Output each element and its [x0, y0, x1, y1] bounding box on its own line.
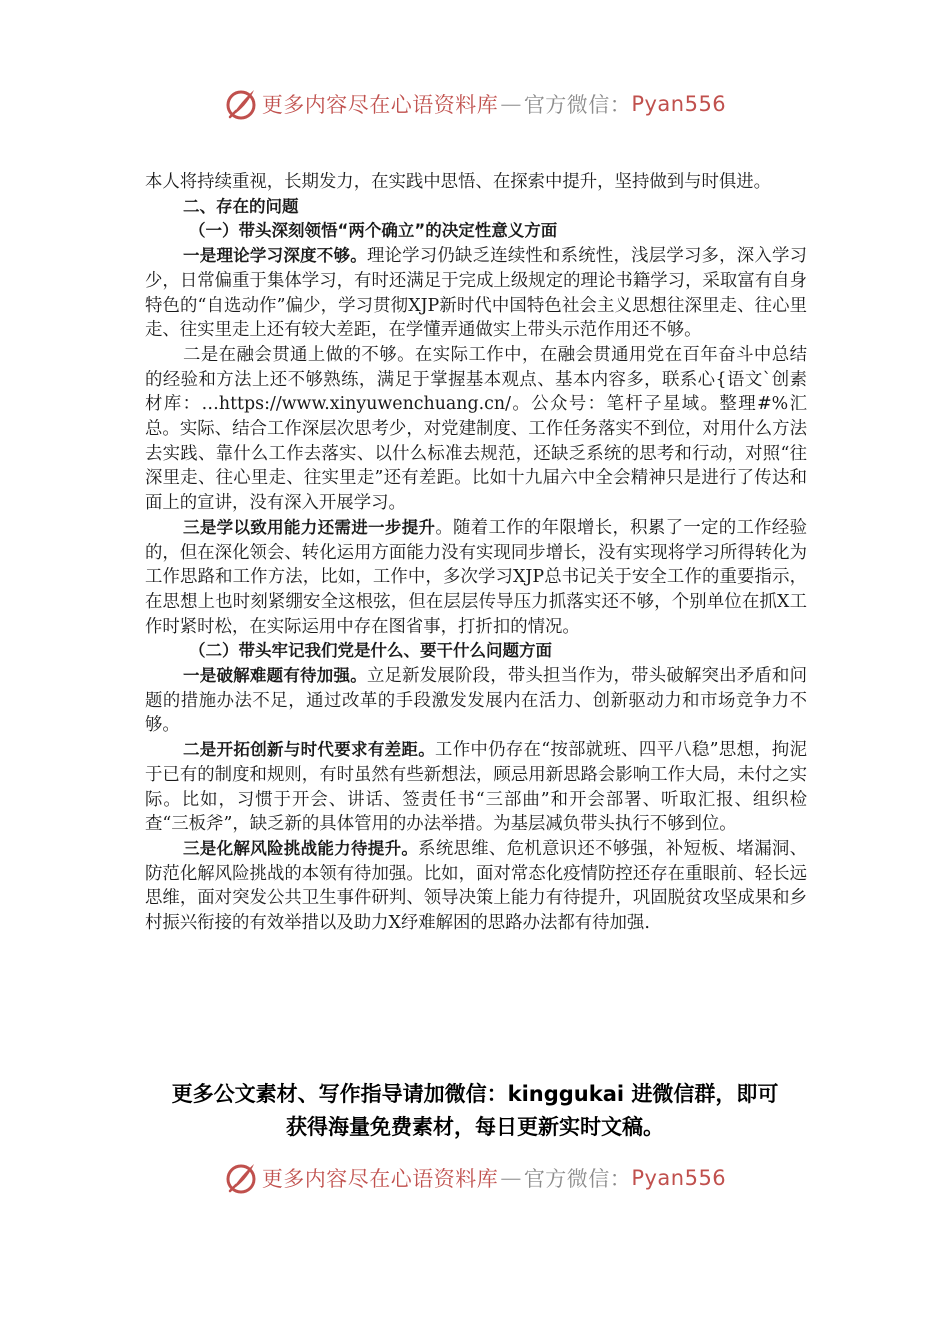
paragraph-text: 系统思维、危机意识还不够强，补短板、堵漏洞、防范化解风险挑战的本领有待加强。比如，面对常态化疫情防控还存在重眼前、轻长远思维，面对突发公共卫生事件研判、领导决策上能力有待提升，巩固脱贫攻坚成果和乡村振兴衔接的有效举措以及助力X纾难解困的思路办法都有待加强.: [145, 838, 807, 934]
paragraph-text: 立足新发展阶段，带头担当作为，带头破解突出矛盾和问题的措施办法不足，通过改革的手段激发发展内在活力、创新驱动力和市场竞争力不够。: [145, 666, 807, 736]
banner-brand: 更多内容尽在心语资料库: [261, 93, 499, 117]
paragraph-lead: 一是破解难题有待加强。: [183, 666, 367, 686]
banner-official: 官方微信：: [523, 1167, 632, 1191]
document-body: [145, 170, 807, 936]
promo-line-1: 更多公文素材、写作指导请加微信：kinggukai 进微信群，即可: [171, 1082, 779, 1106]
intro-paragraph: 本人将持续重视，长期发力，在实践中思悟、在探索中提升，坚持做到与时俱进。: [145, 172, 772, 192]
quill-logo-icon: [224, 87, 258, 121]
paragraph: [145, 664, 807, 738]
header-banner: [0, 84, 950, 124]
banner-brand: 更多内容尽在心语资料库: [261, 1167, 499, 1191]
section-title: 二、存在的问题: [183, 196, 299, 216]
subsection-1-title: （一）带头深刻领悟“两个确立”的决定性意义方面: [189, 221, 558, 241]
paragraph: 二是在融会贯通上做的不够。在实际工作中，在融会贯通用党在百年奋斗中总结的经验和方法上还不够熟练，满足于掌握基本观点、基本内容多，联系心{语文`创素材库：…https://www.xinyuwenchuang.cn/。公众号：笔杆子星域。整理#%汇总。实际、结合工作深层次思考少，对党建制度、工作任务落实不到位，对用什么方法去实践、靠什么工作去落实、以什么标准去规范，还缺乏系统的思考和行动，对照“往深里走、往心里走、往实里走”还有差距。比如十九届六中全会精神只是进行了传达和面上的宣讲，没有深入开展学习。: [145, 344, 807, 514]
banner-dash: —: [500, 1166, 522, 1190]
paragraph: [145, 738, 807, 837]
paragraph-lead: 三是化解风险挑战能力待提升。: [183, 838, 419, 858]
paragraph: [145, 516, 807, 640]
promo-block: [120, 1078, 830, 1144]
paragraph-lead: 一是理论学习深度不够。: [183, 246, 367, 266]
banner-wechat-id: Pyan556: [631, 1166, 727, 1190]
quill-logo-icon: [224, 1161, 258, 1195]
paragraph-text: 。随着工作的年限增长，积累了一定的工作经验的，但在深化领会、转化运用方面能力没有实现同步增长，没有实现将学习所得转化为工作思路和工作方法，比如，工作中，多次学习XJP总书记关于安全工作的重要指示，在思想上也时刻紧绷安全这根弦，但在层层传导压力抓落实还不够，个别单位在抓X工作时紧时松，在实际运用中存在图省事，打折扣的情况。: [145, 517, 807, 637]
banner-dash: —: [500, 92, 522, 116]
promo-line-2: 获得海量免费素材，每日更新实时文稿。: [286, 1115, 664, 1139]
paragraph-text: 理论学习仍缺乏连续性和系统性，浅层学习多，深入学习少，日常偏重于集体学习，有时还满足于完成上级规定的理论书籍学习，采取富有自身特色的“自选动作”偏少，学习贯彻XJP新时代中国特色社会主义思想往深里走、往心里走、往实里走上还有较大差距，在学懂弄通做实上带头示范作用还不够。: [145, 246, 807, 341]
banner-wechat-id: Pyan556: [631, 92, 727, 116]
paragraph-text: 工作中仍存在“按部就班、四平八稳”思想，拘泥于已有的制度和规则，有时虽然有些新想法，顾忌用新思路会影响工作大局，未付之实际。比如，习惯于开会、讲话、签责任书“三部曲”和开会部署、听取汇报、组织检查“三板斧”，缺乏新的具体管用的办法举措。为基层减负带头执行不够到位。: [145, 740, 807, 835]
footer-banner: [0, 1158, 950, 1198]
paragraph-lead: 三是学以致用能力还需进一步提升: [183, 517, 436, 537]
paragraph: [145, 837, 807, 936]
subsection-2-title: （二）带头牢记我们党是什么、要干什么问题方面: [189, 641, 552, 661]
paragraph: [145, 244, 807, 343]
banner-official: 官方微信：: [523, 93, 632, 117]
paragraph-lead: 二是开拓创新与时代要求有差距。: [183, 740, 436, 760]
